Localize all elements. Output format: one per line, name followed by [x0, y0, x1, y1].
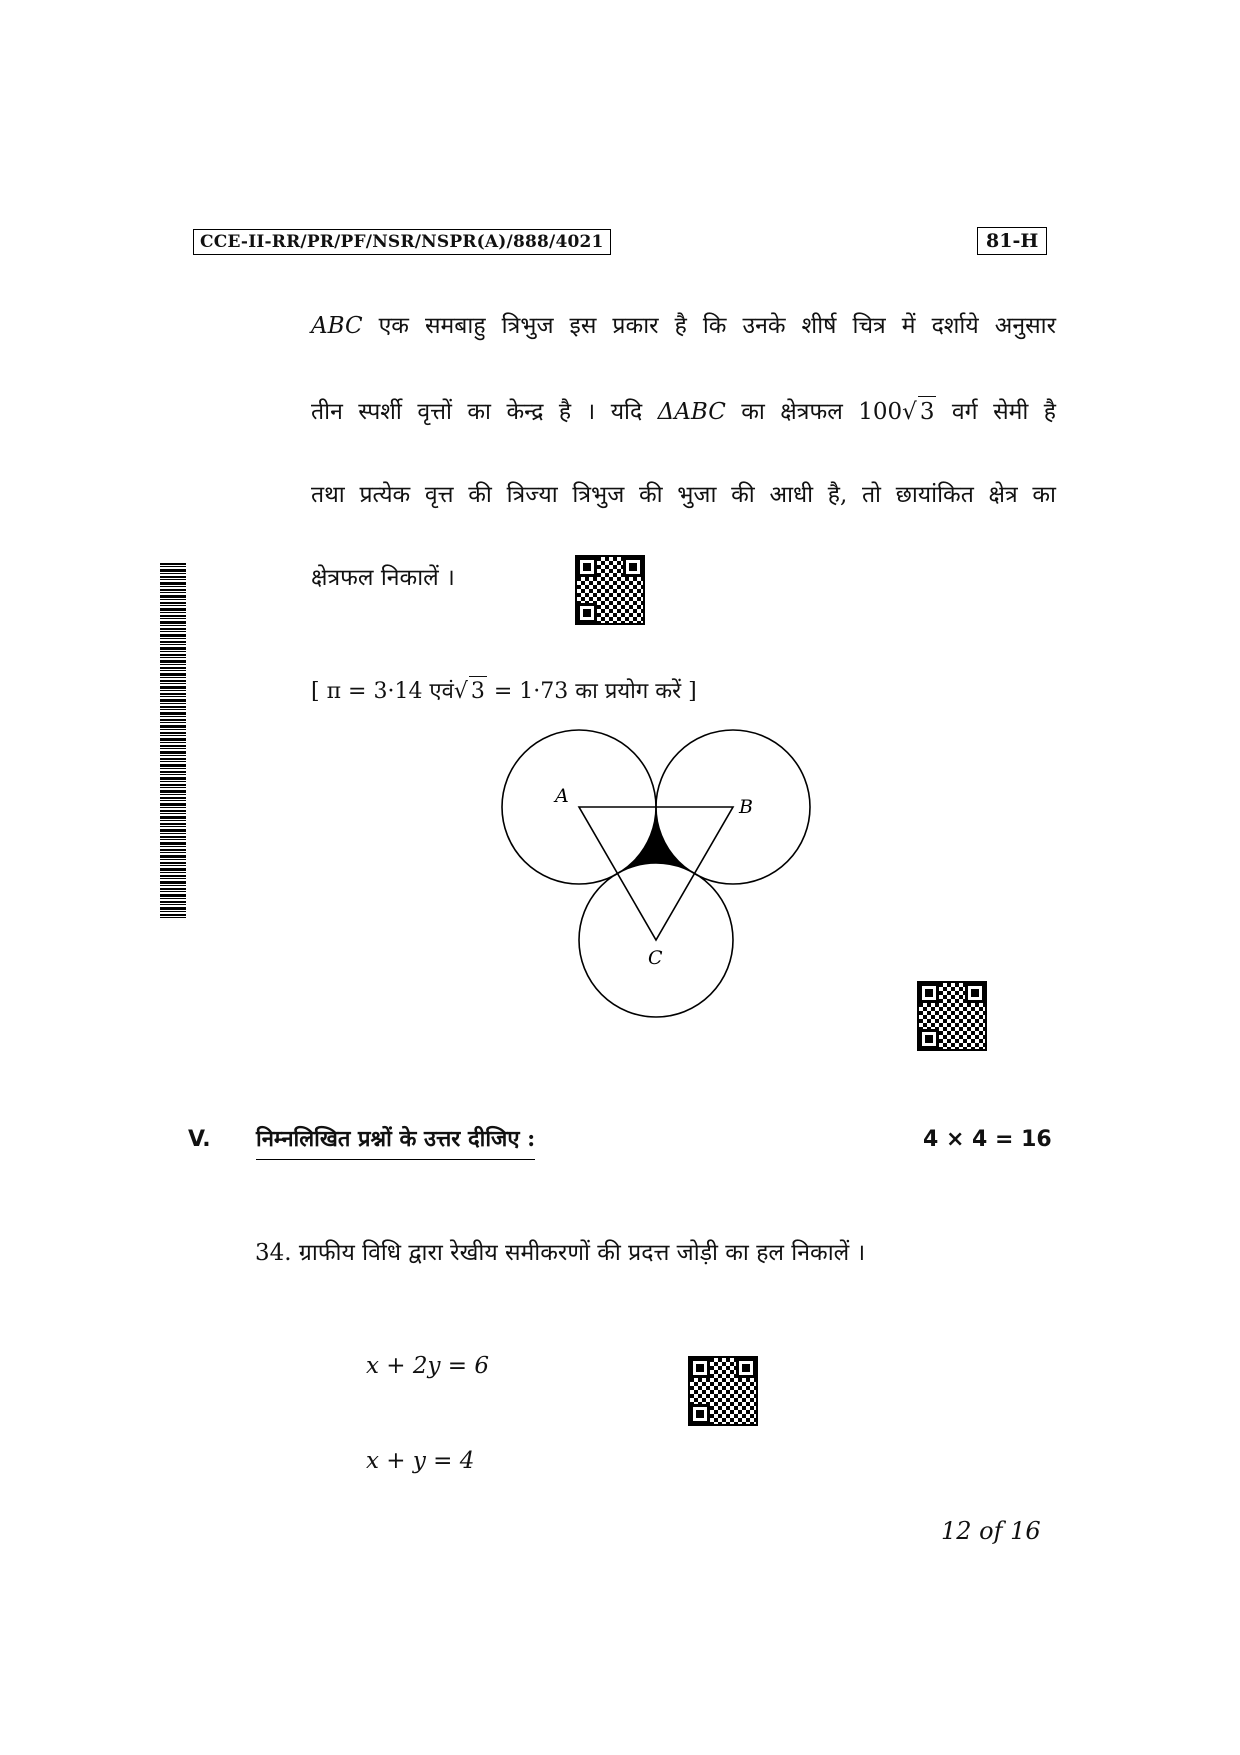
equation-2: x + y = 4: [366, 1448, 475, 1474]
page-number: 12 of 16: [941, 1517, 1041, 1545]
hint-part-b: = 1·73 का प्रयोग करें ]: [486, 679, 697, 704]
label-c: C: [648, 947, 663, 969]
section-marks: 4 × 4 = 16: [923, 1127, 1052, 1152]
section-number: V.: [188, 1127, 211, 1152]
question-line-1: [311, 311, 1056, 341]
qr-code: [577, 557, 643, 623]
paper-code: 81-H: [977, 227, 1047, 255]
question-line-2-part-b: का क्षेत्रफल 100: [725, 399, 903, 425]
geometry-figure: [480, 710, 840, 1040]
question-line-3: तथा प्रत्येक वृत्त की त्रिज्या त्रिभुज की भुजा की आधी है, तो छायांकित क्षेत्र का: [311, 482, 1056, 508]
sqrt-value: 3: [918, 396, 937, 427]
sqrt-icon: √: [453, 679, 468, 704]
barcode: [160, 563, 186, 920]
question-34: 34. ग्राफीय विधि द्वारा रेखीय समीकरणों की प्रदत्त जोड़ी का हल निकालें ।: [255, 1240, 866, 1266]
question-line-2: [311, 396, 1056, 427]
qr-code: [690, 1358, 756, 1424]
hint-sqrt-value: 3: [469, 676, 487, 707]
qr-code: [919, 983, 985, 1049]
sqrt-icon: √: [902, 399, 917, 425]
triangle-symbol: ΔABC: [657, 399, 726, 425]
paper-series-code: CCE-II-RR/PR/PF/NSR/NSPR(A)/888/4021: [193, 229, 611, 255]
label-b: B: [739, 796, 753, 818]
section-title: निम्नलिखित प्रश्नों के उत्तर दीजिए :: [256, 1123, 535, 1160]
triangle-name: ABC: [311, 313, 363, 339]
question-line-2-part-c: वर्ग सेमी है: [936, 399, 1056, 425]
question-line-2-part-a: तीन स्पर्शी वृत्तों का केन्द्र है । यदि: [311, 399, 658, 425]
question-line-4: क्षेत्रफल निकालें ।: [311, 565, 455, 591]
hint-line: [311, 676, 1056, 707]
equation-1: x + 2y = 6: [366, 1353, 490, 1379]
question-line-1-text: एक समबाहु त्रिभुज इस प्रकार है कि उनके शीर्ष चित्र में दर्शाये अनुसार: [362, 313, 1056, 339]
label-a: A: [555, 785, 569, 807]
hint-part-a: [ π = 3·14 एवं: [311, 679, 454, 704]
